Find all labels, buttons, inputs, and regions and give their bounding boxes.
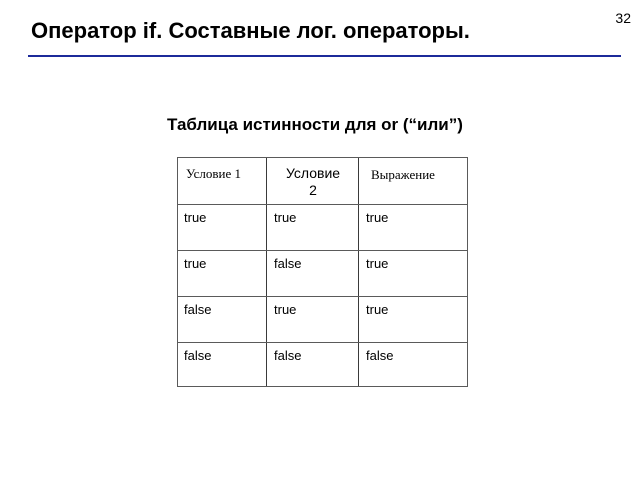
- row-divider: [178, 296, 467, 297]
- table-caption: Таблица истинности для or (“или”): [167, 115, 463, 134]
- truth-table: [177, 157, 468, 387]
- table-cell: false: [366, 348, 394, 363]
- table-cell: true: [366, 210, 389, 225]
- row-divider: [178, 342, 467, 343]
- header-expression: Выражение: [371, 167, 435, 182]
- table-cell: true: [366, 256, 389, 271]
- header-condition-2-line1: Условие: [285, 165, 341, 181]
- table-cell: true: [184, 210, 207, 225]
- table-cell: true: [366, 302, 389, 317]
- table-cell: true: [274, 210, 297, 225]
- slide-title: Оператор if. Составные лог. операторы.: [31, 18, 470, 43]
- table-cell: true: [274, 302, 297, 317]
- title-underline: [28, 55, 621, 57]
- column-divider: [358, 158, 359, 386]
- table-cell: false: [274, 256, 302, 271]
- row-divider: [178, 250, 467, 251]
- table-cell: false: [184, 302, 212, 317]
- slide-number: 32: [615, 10, 631, 26]
- table-cell: false: [274, 348, 302, 363]
- header-condition-1: Условие 1: [186, 166, 242, 181]
- header-condition-2: [277, 165, 349, 199]
- table-cell: false: [184, 348, 212, 363]
- column-divider: [266, 158, 267, 386]
- header-condition-2-line2: 2: [309, 182, 317, 198]
- table-cell: true: [184, 256, 207, 271]
- row-divider: [178, 204, 467, 205]
